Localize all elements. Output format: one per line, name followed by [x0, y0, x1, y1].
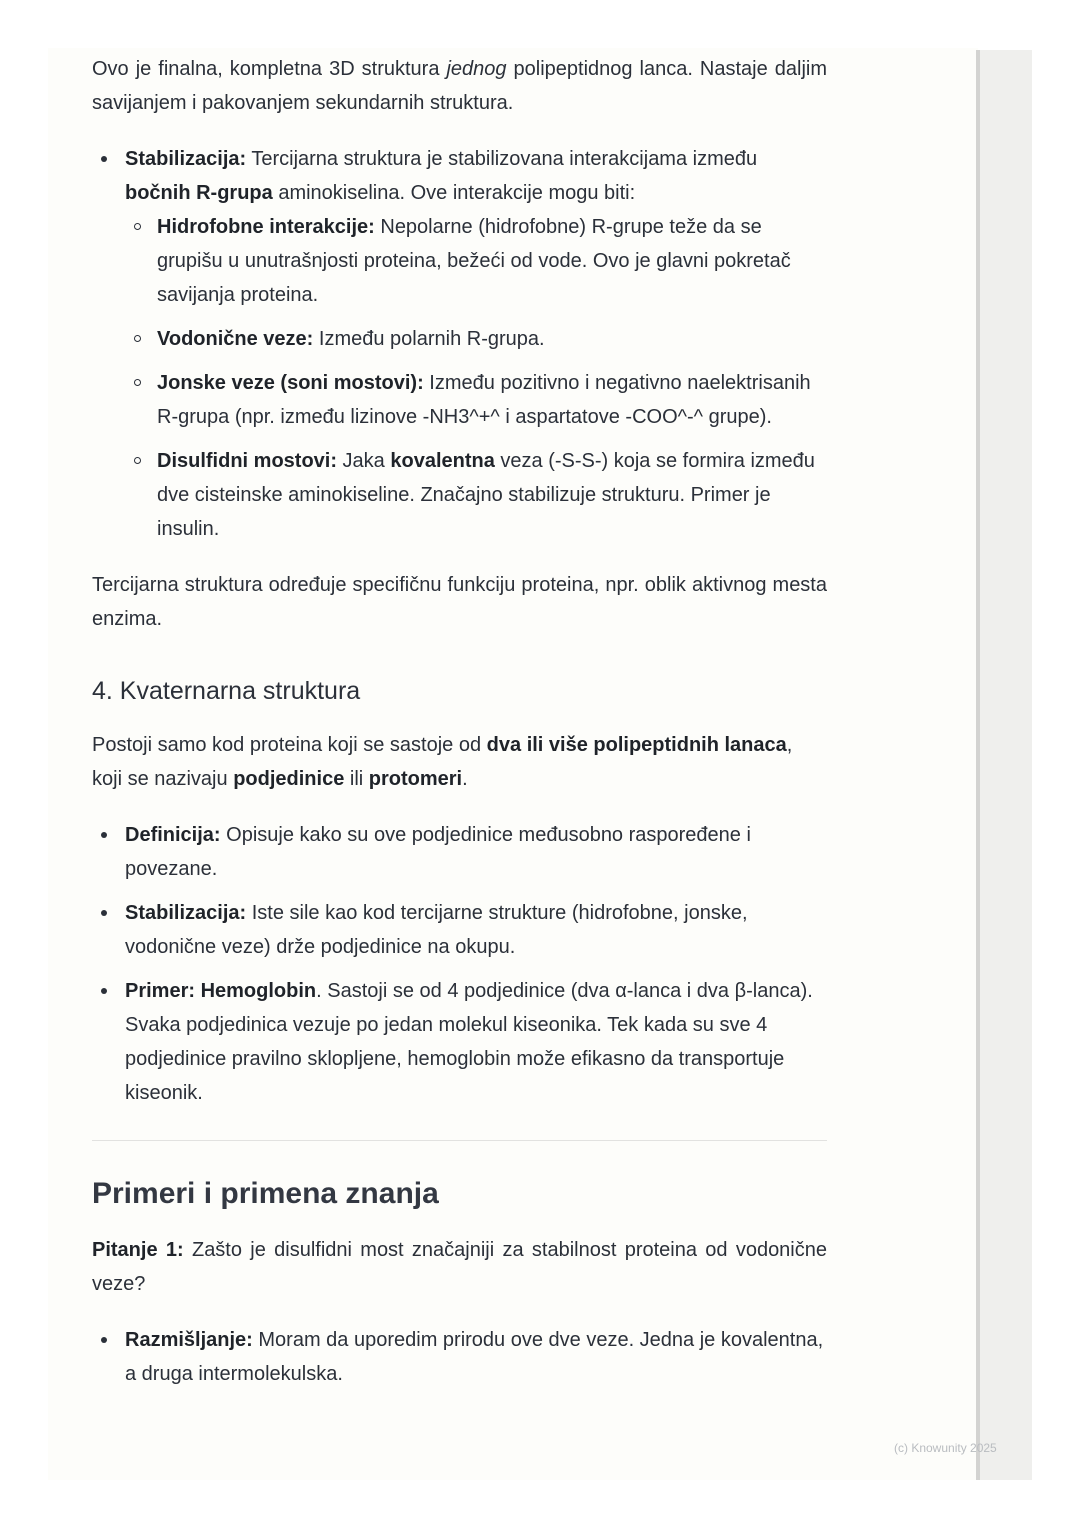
item-label: Definicija:	[125, 824, 221, 846]
sub-text: Jaka	[337, 450, 391, 472]
sub-item-disulfide	[92, 444, 827, 546]
list-item-stabilization-quaternary	[92, 896, 827, 964]
item-label: Razmišljanje:	[125, 1329, 253, 1351]
sub-item-hydrophobic	[92, 210, 827, 312]
intro-bold-2: podjedinice	[233, 768, 345, 790]
list-item-reasoning	[92, 1323, 827, 1391]
sub-item-ionic	[92, 366, 827, 434]
section-heading-examples: Primeri i primena znanja	[92, 1177, 439, 1210]
intro-bold-3: protomeri	[368, 768, 463, 790]
sub-label: Hidrofobne interakcije:	[157, 216, 375, 238]
question-1	[92, 1233, 827, 1301]
intro-text-2: , koji se nazivaju	[92, 734, 793, 790]
intro-text: Ovo je finalna, kompletna 3D struktura	[92, 58, 447, 80]
intro-paragraph	[92, 52, 827, 120]
sub-label: Vodonične veze:	[157, 328, 314, 350]
item-label: Primer: Hemoglobin	[125, 980, 317, 1002]
sub-item-hydrogen	[92, 322, 827, 356]
list-item-example-hemoglobin	[92, 974, 827, 1110]
sub-label: Jonske veze (soni mostovi):	[157, 372, 424, 394]
sub-bold: kovalentna	[390, 450, 495, 472]
intro-bold: dva ili više polipeptidnih lanaca	[486, 734, 787, 756]
item-text: Iste sile kao kod tercijarne strukture (hidrofobne, jonske, vodonične veze) drže podjedinice na okupu.	[125, 902, 748, 958]
section-heading-quaternary: 4. Kvaternarna struktura	[92, 677, 361, 705]
item-text: Moram da uporedim prirodu ove dve veze. Jedna je kovalentna, a druga intermolekulska.	[125, 1329, 824, 1385]
item-text: Tercijarna struktura je stabilizovana interakcijama između	[246, 148, 758, 170]
item-label: Stabilizacija:	[125, 148, 247, 170]
sub-text: Između pozitivno i negativno naelektrisanih R-grupa (npr. između lizinove -NH3^+^ i aspartatove -COO^-^ grupe).	[157, 372, 811, 428]
item-text: . Sastoji se od 4 podjedinice (dva α-lanca i dva β-lanca). Svaka podjedinica vezuje po jedan molekul kiseonika. Tek kada su sve 4 podjedinice pravilno sklopljene, hemoglobin može efikasno da transportuje kiseonik.	[125, 980, 813, 1104]
list-item-definition	[92, 818, 827, 886]
sub-text: Između polarnih R-grupa.	[313, 328, 545, 350]
item-text: Opisuje kako su ove podjedinice međusobno raspoređene i povezane.	[125, 824, 751, 880]
intro-text-4: .	[462, 768, 468, 790]
question-label: Pitanje 1:	[92, 1239, 184, 1261]
list-item-stabilization	[92, 142, 827, 210]
tertiary-list	[92, 142, 827, 546]
item-bold: bočnih R-grupa	[125, 182, 273, 204]
page-margin-strip	[976, 50, 1032, 1480]
quaternary-list	[92, 818, 827, 1110]
question-text: Zašto je disulfidni most značajniji za stabilnost proteina od vodonične veze?	[92, 1239, 827, 1295]
margin-rule	[976, 50, 980, 1480]
watermark: (c) Knowunity 2025	[894, 1441, 997, 1455]
intro-text-2: polipeptidnog lanca. Nastaje daljim savijanjem i pakovanjem sekundarnih struktura.	[92, 58, 827, 114]
document-content	[92, 52, 827, 1391]
sub-label: Disulfidni mostovi:	[157, 450, 337, 472]
intro-emphasis: jednog	[446, 58, 507, 80]
intro-text: Postoji samo kod proteina koji se sastoje od	[92, 734, 487, 756]
section-divider	[92, 1140, 827, 1141]
sub-text: Nepolarne (hidrofobne) R-grupe teže da se grupišu u unutrašnjosti proteina, bežeći od vode. Ovo je glavni pokretač savijanja proteina.	[157, 216, 791, 306]
tertiary-conclusion: Tercijarna struktura određuje specifičnu funkciju proteina, npr. oblik aktivnog mesta enzima.	[92, 574, 827, 630]
item-label: Stabilizacija:	[125, 902, 247, 924]
reasoning-list	[92, 1323, 827, 1391]
item-text-2: aminokiselina. Ove interakcije mogu biti:	[272, 182, 636, 204]
intro-text-3: ili	[344, 768, 369, 790]
quaternary-intro	[92, 728, 827, 796]
sub-text-2: veza (-S-S-) koja se formira između dve cisteinske aminokiseline. Značajno stabilizuje strukturu. Primer je insulin.	[157, 450, 815, 540]
